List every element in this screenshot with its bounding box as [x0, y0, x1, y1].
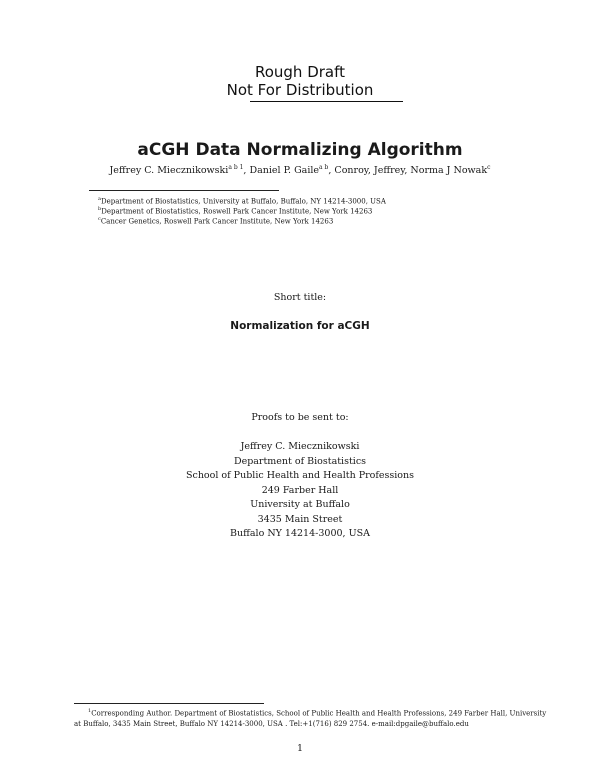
affiliation-marker: a	[98, 196, 101, 202]
short-title-label: Short title:	[273, 292, 327, 303]
affiliation-c	[98, 214, 333, 226]
author-superscript: a b	[319, 164, 329, 171]
footnote-line2: at Buffalo, 3435 Main Street, Buffalo NY 14214-3000, USA . Tel:+1(716) 829 2754. e-mail:dpgaile@buffalo.edu	[74, 720, 469, 729]
affiliation-marker: b	[98, 206, 102, 212]
address-line: Buffalo NY 14214-3000, USA	[230, 528, 370, 539]
draft-notice-line1: Rough Draft	[254, 63, 346, 81]
address-line: 3435 Main Street	[257, 513, 343, 525]
affiliation-text: Department of Biostatistics, University at Buffalo, Buffalo, NY 14214-3000, USA	[100, 197, 386, 206]
address-line: School of Public Health and Health Professions	[185, 470, 414, 481]
address-line: Department of Biostatistics	[233, 455, 367, 467]
author-name: Conroy, Jeffrey, Norma J Nowak	[334, 165, 488, 177]
draft-notice-line2: Not For Distribution	[226, 81, 374, 99]
affiliation-text: Department of Biostatistics, Roswell Park Cancer Institute, New York 14263	[101, 207, 373, 216]
draft-notice-underline	[250, 101, 403, 102]
mailing-address	[0, 440, 600, 542]
paper-title: aCGH Data Normalizing Algorithm	[137, 140, 463, 160]
author-superscript: a b 1	[228, 164, 244, 171]
affiliation-text: Cancer Genetics, Roswell Park Cancer Institute, New York 14263	[100, 217, 334, 226]
footnote-line1: $^1$Corresponding Author. Department of Biostatistics, School of Public Health and Health Professions, 249 Farber Hall, University	[88, 708, 547, 718]
author-name: Jeffrey C. Miecznikowski	[109, 165, 229, 177]
proofs-label: Proofs to be sent to:	[251, 412, 349, 423]
footnote-marker: 1	[88, 708, 92, 714]
short-title: Normalization for aCGH	[230, 320, 370, 332]
affiliation-rule	[89, 190, 279, 191]
footnote-rule	[74, 703, 264, 704]
address-line: University at Buffalo	[250, 499, 350, 510]
page-number: 1	[296, 743, 304, 754]
author-name: Daniel P. Gaile	[249, 165, 320, 177]
author-superscript: c	[487, 164, 491, 171]
footnote	[74, 706, 550, 730]
address-line: 249 Farber Hall	[261, 484, 339, 496]
address-line: Jeffrey C. Miecznikowski	[240, 441, 360, 452]
author-list: Jeffrey C. Miecznikowski$^{a b 1}$, Daniel P. Gaile$^{a b}$, Conroy, Jeffrey, Norma J Nowak$^c$	[109, 164, 491, 177]
affiliation-marker: c	[98, 216, 101, 222]
